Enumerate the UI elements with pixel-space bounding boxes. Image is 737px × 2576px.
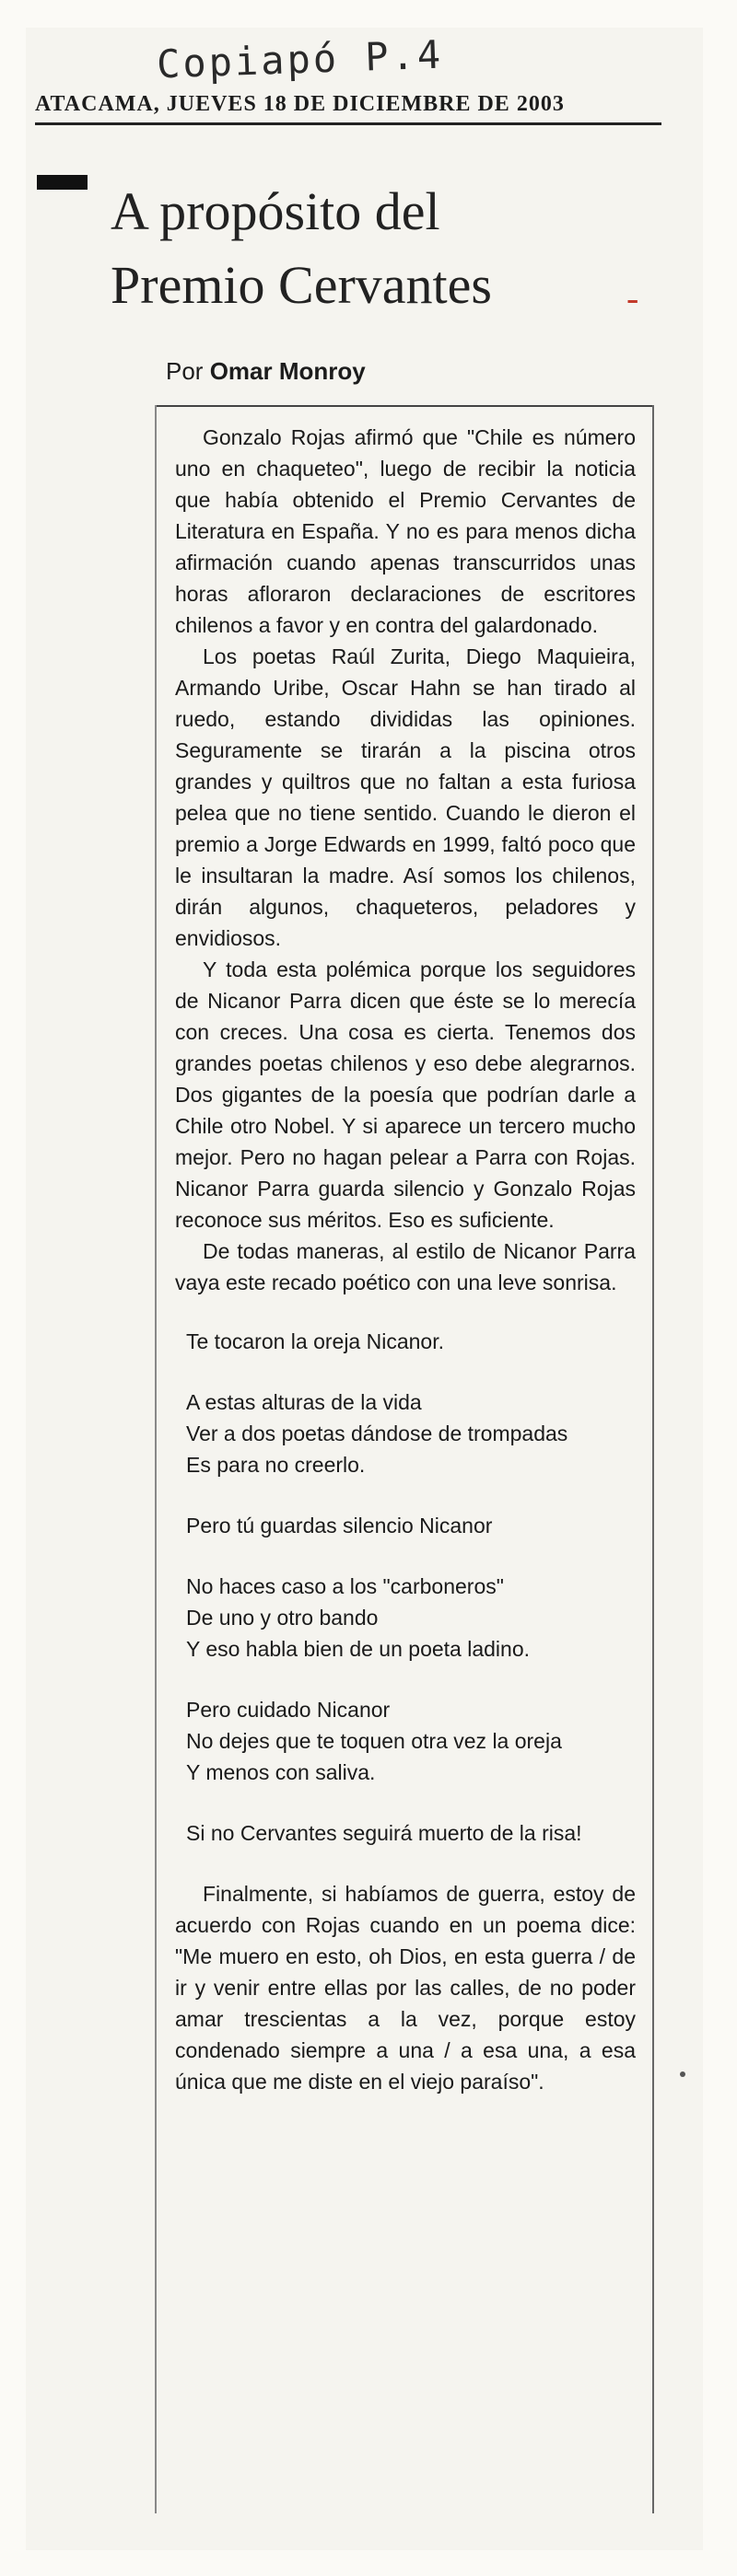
poem-line: Si no Cervantes seguirá muerto de la risa! [186,1821,582,1845]
handwritten-note: Copiapó P.4 [156,31,444,87]
final-paragraph: Finalmente, si habíamos de guerra, estoy de acuerdo con Rojas cuando en un poema dice: "Me muero en esto, oh Dios, en esta guerra / de ir y venir entre ellas por las calles, de no poder amar trescientas a la vez, porque estoy condenado siempre a una / a esa una, a esa única que me diste en el viejo paraíso". [175,1882,636,2094]
poem-line: Y eso habla bien de un poeta ladino. [186,1637,530,1661]
paragraph: De todas maneras, al estilo de Nicanor Parra vaya este recado poético con una leve sonrisa. [175,1239,636,1294]
column-rule-top [155,405,652,407]
paragraph: Los poetas Raúl Zurita, Diego Maquieira, Armando Uribe, Oscar Hahn se han tirado al ruedo, estando divididas las opiniones. Seguramente se tirarán a la piscina otros grandes y quiltros que no faltan a esta furiosa pelea que no tiene sentido. Cuando le dieron el premio a Jorge Edwards en 1999, faltó poco que le insultaran la madre. Así somos los chilenos, dirán algunos, chaqueteros, peladores y envidiosos. [175,644,636,950]
column-rule-left [155,405,157,2513]
poem-line: Te tocaron la oreja Nicanor. [186,1329,444,1353]
poem-line: No haces caso a los "carboneros" [186,1574,504,1598]
poem-stanza [186,1817,636,1849]
poem-stanza [186,1571,636,1665]
poem-line: Y menos con saliva. [186,1760,376,1784]
poem-line: No dejes que te toquen otra vez la oreja [186,1729,562,1753]
byline [166,357,366,386]
poem-line: Pero tú guardas silencio Nicanor [186,1514,493,1537]
section-bar [37,175,88,190]
byline-author: Omar Monroy [209,357,366,385]
headline-line-2: Premio Cervantes [111,255,492,315]
poem-line: Pero cuidado Nicanor [186,1698,391,1722]
paragraph: Gonzalo Rojas afirmó que "Chile es número uno en chaqueteo", luego de recibir la noticia que había obtenido el Premio Cervantes de Literatura en España. Y no es para menos dicha afirmación cuando apenas transcurridos unas horas afloraron declaraciones de escritores chilenos a favor y en contra del galardonado. [175,425,636,637]
poem [175,1326,636,1849]
column-rule-right [652,405,654,2513]
poem-stanza [186,1694,636,1788]
headline [111,175,663,322]
poem-line: Ver a dos poetas dándose de trompadas [186,1421,568,1445]
poem-stanza [186,1326,636,1357]
masthead: ATACAMA, JUEVES 18 DE DICIEMBRE DE 2003 [35,92,661,125]
poem-line: De uno y otro bando [186,1606,379,1630]
byline-prefix: Por [166,357,204,385]
ink-dot [680,2071,685,2077]
article-body [175,422,636,2097]
headline-line-1: A propósito del [111,181,440,241]
pen-mark: - [626,277,639,319]
paragraph: Y toda esta polémica porque los seguidores de Nicanor Parra dicen que éste se lo merecía con creces. Una cosa es cierta. Tenemos dos grandes poetas chilenos y eso debe alegrarnos. Dos gigantes de la poesía que podrían darle a Chile otro Nobel. Y si aparece un tercero mucho mejor. Pero no hagan pelear a Parra con Rojas. Nicanor Parra guarda silencio y Gonzalo Rojas reconoce sus méritos. Eso es suficiente. [175,957,636,1232]
poem-line: Es para no creerlo. [186,1453,366,1477]
poem-line: A estas alturas de la vida [186,1390,422,1414]
poem-stanza [186,1387,636,1480]
poem-stanza [186,1510,636,1541]
